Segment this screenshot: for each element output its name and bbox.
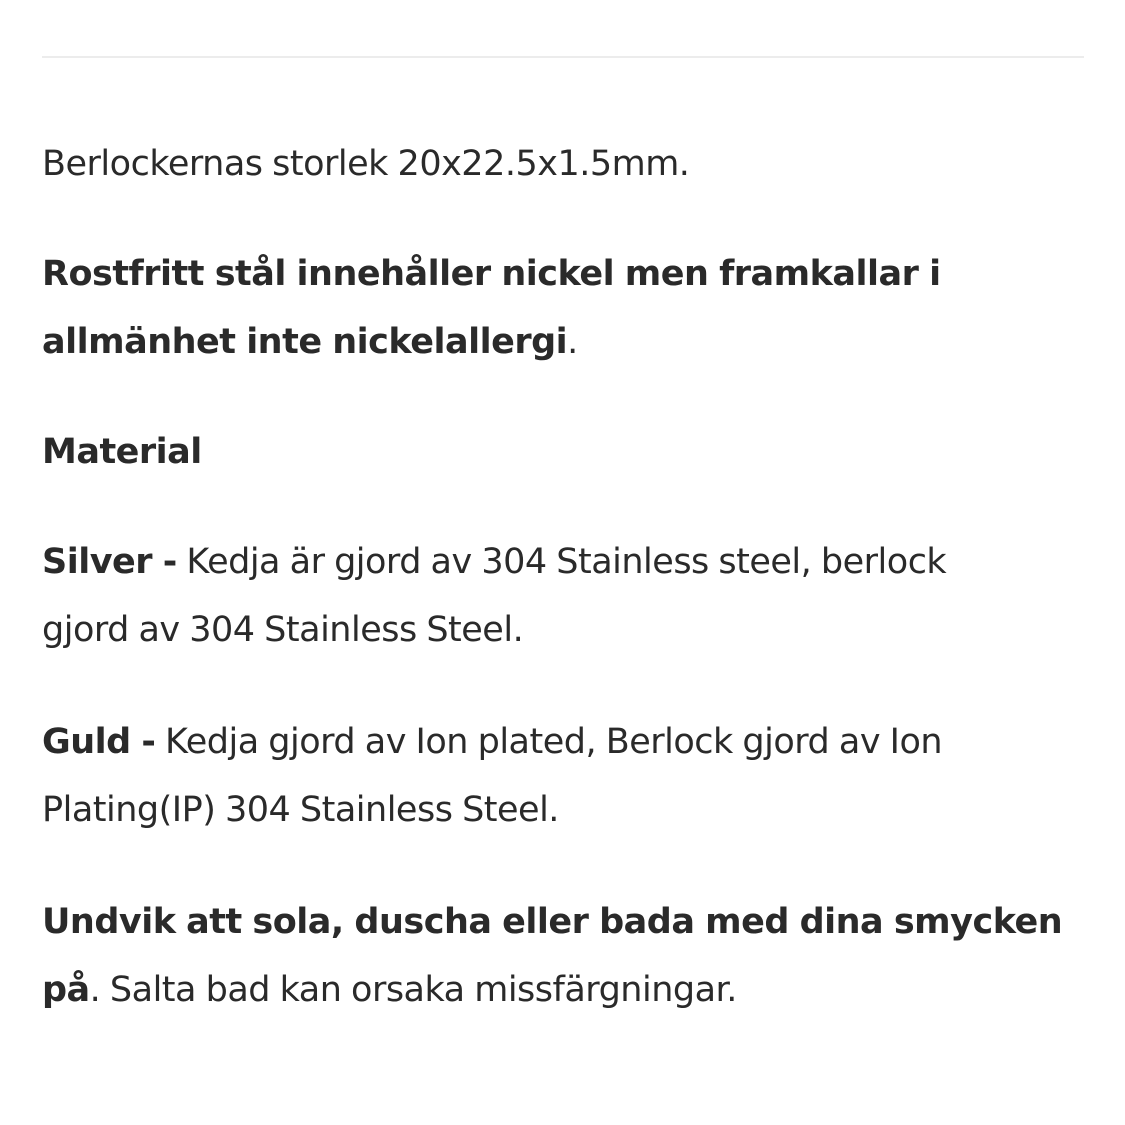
care-note-line1: Undvik att sola, duscha eller bada med dina smycken	[42, 902, 1063, 942]
nickel-note-line1: Rostfritt stål innehåller nickel men framkallar i	[42, 254, 941, 294]
care-note-rest: . Salta bad kan orsaka missfärgningar.	[89, 970, 737, 1010]
care-note-line2: på	[42, 970, 90, 1010]
gold-material	[42, 708, 1092, 844]
gold-label: Guld -	[42, 722, 156, 762]
silver-line1: Kedja är gjord av 304 Stainless steel, berlock	[176, 542, 947, 582]
gold-line1: Kedja gjord av Ion plated, Berlock gjord av Ion	[155, 722, 943, 762]
material-heading: Material	[42, 432, 202, 472]
care-note	[42, 888, 1092, 1024]
silver-label: Silver -	[42, 542, 177, 582]
nickel-note-line2: allmänhet inte nickelallergi	[42, 322, 568, 362]
silver-material	[42, 528, 1092, 664]
size-value: Berlockernas storlek 20x22.5x1.5mm.	[42, 144, 690, 184]
silver-line2: gjord av 304 Stainless Steel.	[42, 610, 524, 650]
nickel-note	[42, 240, 1092, 376]
nickel-note-period: .	[567, 322, 578, 362]
product-description	[42, 130, 1092, 1024]
gold-line2: Plating(IP) 304 Stainless Steel.	[42, 790, 559, 830]
size-text	[42, 130, 1092, 198]
top-divider	[42, 56, 1084, 58]
